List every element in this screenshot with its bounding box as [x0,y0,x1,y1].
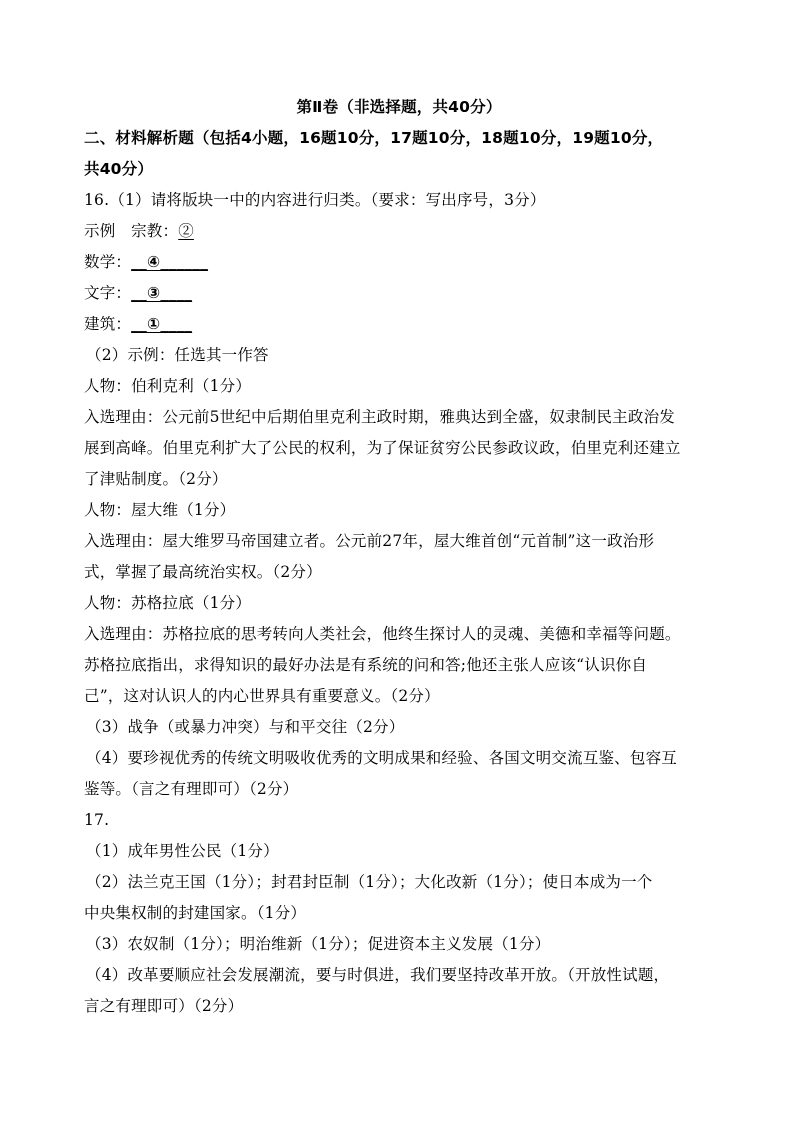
q16-part3: （3）战争（或暴力冲突）与和平交往（2分） [86,718,405,736]
q16-part2: （2）示例：任选其一作答 [86,346,269,364]
q16-example [84,216,714,247]
q17-answer3: （3）农奴制（1分）；明治维新（1分）；促进资本主义发展（1分） [86,935,551,953]
pericles-reason-2: 展到高峰。伯里克利扩大了公民的权利，为了保证贫穷公民参政议政，伯里克利还建立 [84,439,681,457]
socrates-reason-2: 苏格拉底指出，求得知识的最好办法是有系统的问和答;他还主张人应该“认识你自 [84,656,648,674]
q17-answer2-line2: 中央集权制的封建国家。（1分） [84,904,307,922]
answer-page [84,92,714,1022]
q16-part4-line1: （4）要珍视优秀的传统文明吸收优秀的文明成果和经验、各国文明交流互鉴、包容互 [86,749,677,767]
q16-text [84,278,714,309]
person-socrates: 人物：苏格拉底（1分） [84,594,252,612]
person-pericles: 人物：伯利克利（1分） [84,377,252,395]
arch-answer: __①____ [131,315,193,333]
socrates-reason-1: 入选理由：苏格拉底的思考转向人类社会，他终生探讨人的灵魂、美德和幸福等问题。 [84,625,681,643]
q17-answer4-line1: （4）改革要顺应社会发展潮流，要与时俱进，我们要坚持改革开放。（开放性试题， [86,966,670,984]
q16-architecture [84,309,714,340]
q16-part1: 16.（1）请将版块一中的内容进行归类。（要求：写出序号，3分） [84,191,546,209]
part-heading-line1: 二、材料解析题（包括4小题，16题10分，17题10分，18题10分，19题10分， [84,129,664,147]
text-answer: __③____ [131,284,193,302]
q16-math [84,247,714,278]
math-label: 数学： [84,253,132,271]
example-answer: ② [178,222,194,240]
octavian-reason-1: 入选理由：屋大维罗马帝国建立者。公元前27年，屋大维首创“元首制”这一政治形 [84,532,655,550]
q16-part4-line2: 鉴等。（言之有理即可）（2分） [84,780,299,798]
part-heading-line2: 共40分） [84,160,154,178]
arch-label: 建筑： [84,315,132,333]
socrates-reason-3: 己”，这对认识人的内心世界具有重要意义。（2分） [84,687,440,705]
octavian-reason-2: 式，掌握了最高统治实权。（2分） [84,563,322,581]
text-label: 文字： [84,284,132,302]
math-answer: __④______ [131,253,209,271]
pericles-reason-1: 入选理由：公元前5世纪中后期伯里克利主政时期，雅典达到全盛，奴隶制民主政治发 [84,408,675,426]
q17-answer2-line1: （2）法兰克王国（1分）；封君封臣制（1分）；大化改新（1分）；使日本成为一个 [86,873,653,891]
q17-number: 17. [84,811,110,829]
q17-answer4-line2: 言之有理即可）（2分） [84,997,244,1015]
section-title: 第Ⅱ卷（非选择题，共40分） [296,98,502,116]
person-octavian: 人物：屋大维（1分） [84,501,236,519]
pericles-reason-3: 了津贴制度。（2分） [84,470,228,488]
example-label: 示例 宗教： [84,222,179,240]
q17-answer1: （1）成年男性公民（1分） [86,842,279,860]
